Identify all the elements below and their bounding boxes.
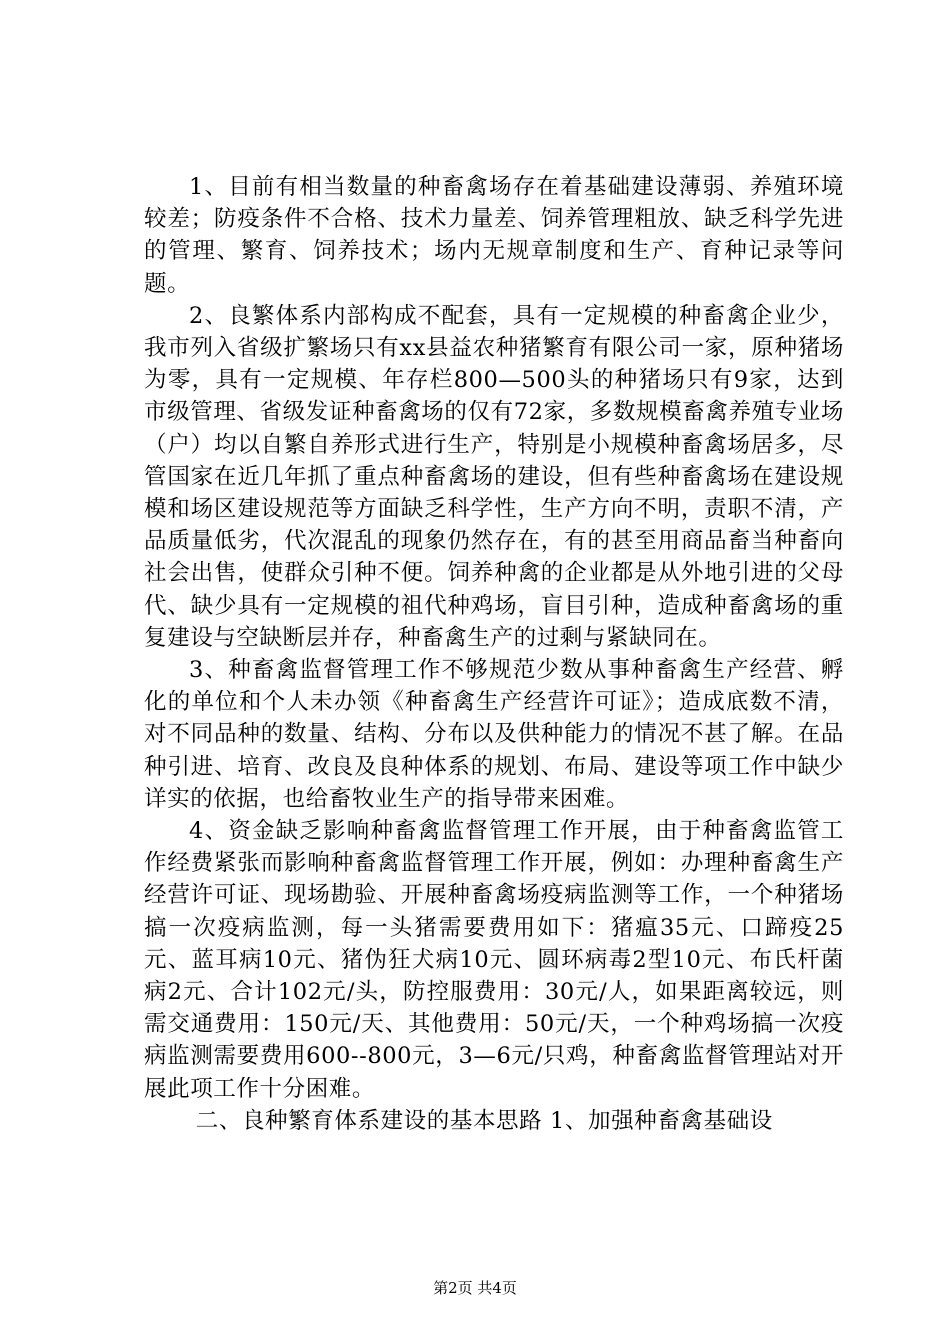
paragraph-item-1: 1、目前有相当数量的种畜禽场存在着基础建设薄弱、养殖环境较差；防疫条件不合格、技术力量差、饲养管理粗放、缺乏科学先进的管理、繁育、饲养技术；场内无规章制度和生产、育种记录等问题。 (144, 174, 844, 297)
paragraph-item-2: 2、良繁体系内部构成不配套，具有一定规模的种畜禽企业少，我市列入省级扩繁场只有xx县益农种猪繁育有限公司一家，原种猪场为零，具有一定规模、年存栏800—500头的种猪场只有9家，达到市级管理、省级发证种畜禽场的仅有72家，多数规模畜禽养殖专业场（户）均以自繁自养形式进行生产，特别是小规模种畜禽场居多，尽管国家在近几年抓了重点种畜禽场的建设，但有些种畜禽场在建设规模和场区建设规范等方面缺乏科学性，生产方向不明，责职不清，产品质量低劣，代次混乱的现象仍然存在，有的甚至用商品畜当种畜向社会出售，使群众引种不便。饲养种禽的企业都是从外地引进的父母代、缺少具有一定规模的祖代种鸡场，盲目引种，造成种畜禽场的重复建设与空缺断层并存，种畜禽生产的过剩与紧缺同在。 (144, 302, 844, 651)
page-number-footer: 第2页 共4页 (433, 1279, 517, 1297)
section-heading-paragraph: 二、良种繁育体系建设的基本思路 1、加强种畜禽基础设 (195, 1107, 773, 1134)
paragraph-item-4: 4、资金缺乏影响种畜禽监督管理工作开展，由于种畜禽监管工作经费紧张而影响种畜禽监督管理工作开展，例如：办理种畜禽生产经营许可证、现场勘验、开展种畜禽场疫病监测等工作，一个种猪场搞一次疫病监测，每一头猪需要费用如下：猪瘟35元、口蹄疫25元、蓝耳病10元、猪伪狂犬病10元、圆环病毒2型10元、布氏杆菌病2元、合计102元/头，防控服费用：30元/人，如果距离较远，则需交通费用：150元/天、其他费用：50元/天，一个种鸡场搞一次疫病监测需要费用600--800元，3—6元/只鸡，种畜禽监督管理站对开展此项工作十分困难。 (144, 818, 844, 1102)
paragraph-item-3: 3、种畜禽监督管理工作不够规范少数从事种畜禽生产经营、孵化的单位和个人未办领《种畜禽生产经营许可证》；造成底数不清，对不同品种的数量、结构、分布以及供种能力的情况不甚了解。在品种引进、培育、改良及良种体系的规划、布局、建设等项工作中缺少详实的依据，也给畜牧业生产的指导带来困难。 (144, 657, 844, 812)
document-body (144, 171, 844, 1137)
